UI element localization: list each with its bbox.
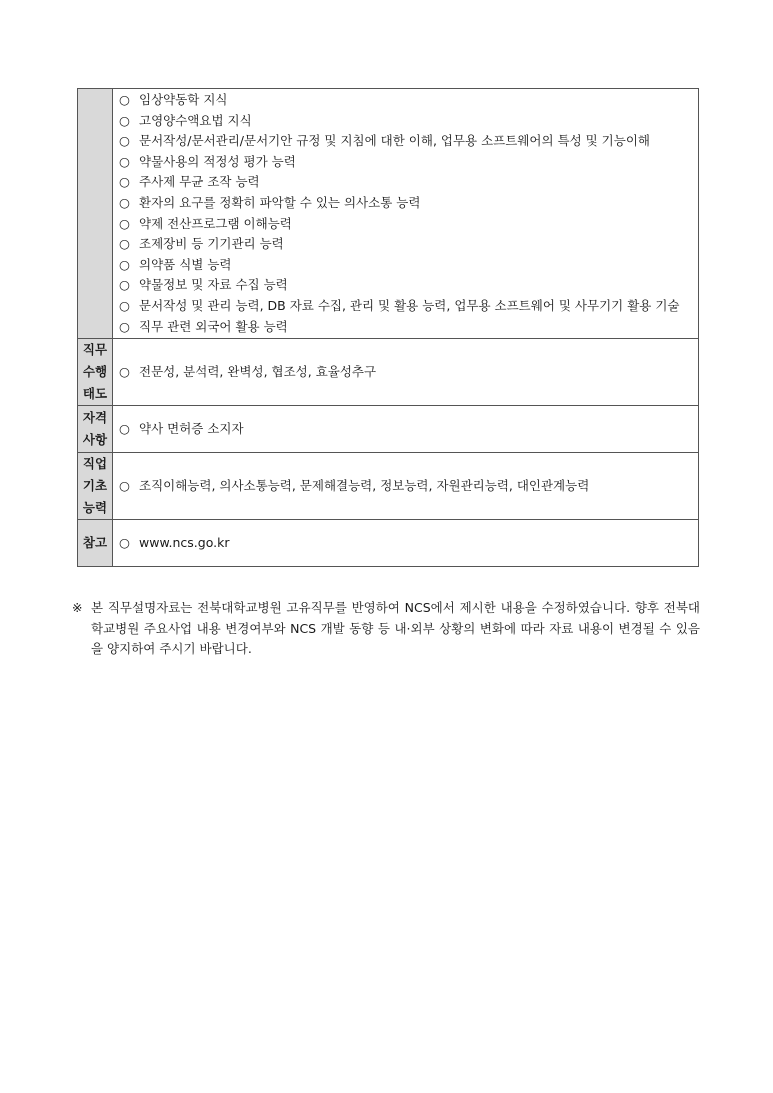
bullet-circle-icon: ○: [119, 277, 130, 293]
basic-competency-cell: [113, 453, 699, 520]
list-item: ○ 조직이해능력, 의사소통능력, 문제해결능력, 정보능력, 자원관리능력, 대인관계능력: [119, 476, 694, 497]
knowledge-skills-cell: [113, 89, 699, 339]
list-item: ○ 전문성, 분석력, 완벽성, 협조성, 효율성추구: [119, 362, 694, 383]
bullet-circle-icon: ○: [119, 236, 130, 252]
basic-competency-row: [78, 453, 699, 520]
reference-link[interactable]: www.ncs.go.kr: [139, 534, 230, 550]
list-item: ○ 환자의 요구를 정확히 파악할 수 있는 의사소통 능력: [119, 193, 694, 214]
qualification-cell: [113, 406, 699, 453]
bullet-circle-icon: ○: [119, 363, 130, 379]
bullet-circle-icon: ○: [119, 153, 130, 169]
list-item: ○ 문서작성/문서관리/문서기안 규정 및 지침에 대한 이해, 업무용 소프트웨어의 특성 및 기능이해: [119, 131, 694, 152]
list-item: ○ 약제 전산프로그램 이해능력: [119, 214, 694, 235]
list-item: ○ 주사제 무균 조작 능력: [119, 172, 694, 193]
reference-row: [78, 520, 699, 567]
list-item: ○ 조제장비 등 기기관리 능력: [119, 234, 694, 255]
bullet-circle-icon: ○: [119, 133, 130, 149]
attitude-row: [78, 339, 699, 406]
bullet-circle-icon: ○: [119, 297, 130, 313]
bullet-circle-icon: ○: [119, 318, 130, 334]
bullet-circle-icon: ○: [119, 215, 130, 231]
footnote-text: 본 직무설명자료는 전북대학교병원 고유직무를 반영하여 NCS에서 제시한 내용을 수정하였습니다. 향후 전북대학교병원 주요사업 내용 변경여부와 NCS 개발 동향 등 내·외부 상황의 변화에 따라 자료 내용이 변경될 수 있음을 양지하여 주시기 바랍니다.: [91, 600, 700, 656]
attitude-cell: [113, 339, 699, 406]
row-header-basic-competency: 직업 기초 능력: [78, 453, 113, 520]
row-header-qualification: 자격 사항: [78, 406, 113, 453]
list-item: ○ 직무 관련 외국어 활용 능력: [119, 317, 694, 338]
list-item: ○ 약물정보 및 자료 수집 능력: [119, 275, 694, 296]
reference-cell: [113, 520, 699, 567]
bullet-circle-icon: ○: [119, 420, 130, 436]
job-description-table: [77, 88, 699, 567]
list-item: [119, 533, 694, 554]
list-item: ○ 약사 면허증 소지자: [119, 419, 694, 440]
row-header-attitude: 직무 수행 태도: [78, 339, 113, 406]
list-item: ○ 고영양수액요법 지식: [119, 111, 694, 132]
bullet-circle-icon: ○: [119, 256, 130, 272]
knowledge-skills-row: [78, 89, 699, 339]
bullet-circle-icon: ○: [119, 534, 130, 550]
row-header-reference: 참고: [78, 520, 113, 567]
bullet-circle-icon: ○: [119, 92, 130, 107]
reference-mark-icon: ※: [72, 600, 83, 615]
list-item: ○ 임상약동학 지식: [119, 90, 694, 111]
bullet-circle-icon: ○: [119, 112, 130, 128]
bullet-circle-icon: ○: [119, 194, 130, 210]
list-item: ○ 문서작성 및 관리 능력, DB 자료 수집, 관리 및 활용 능력, 업무용 소프트웨어 및 사무기기 활용 기술: [119, 296, 694, 317]
bullet-circle-icon: ○: [119, 174, 130, 190]
qualification-row: [78, 406, 699, 453]
row-header-empty: [78, 89, 113, 339]
list-item: ○ 의약품 식별 능력: [119, 255, 694, 276]
list-item: ○ 약물사용의 적정성 평가 능력: [119, 152, 694, 173]
footnote: [72, 598, 700, 660]
bullet-circle-icon: ○: [119, 477, 130, 493]
